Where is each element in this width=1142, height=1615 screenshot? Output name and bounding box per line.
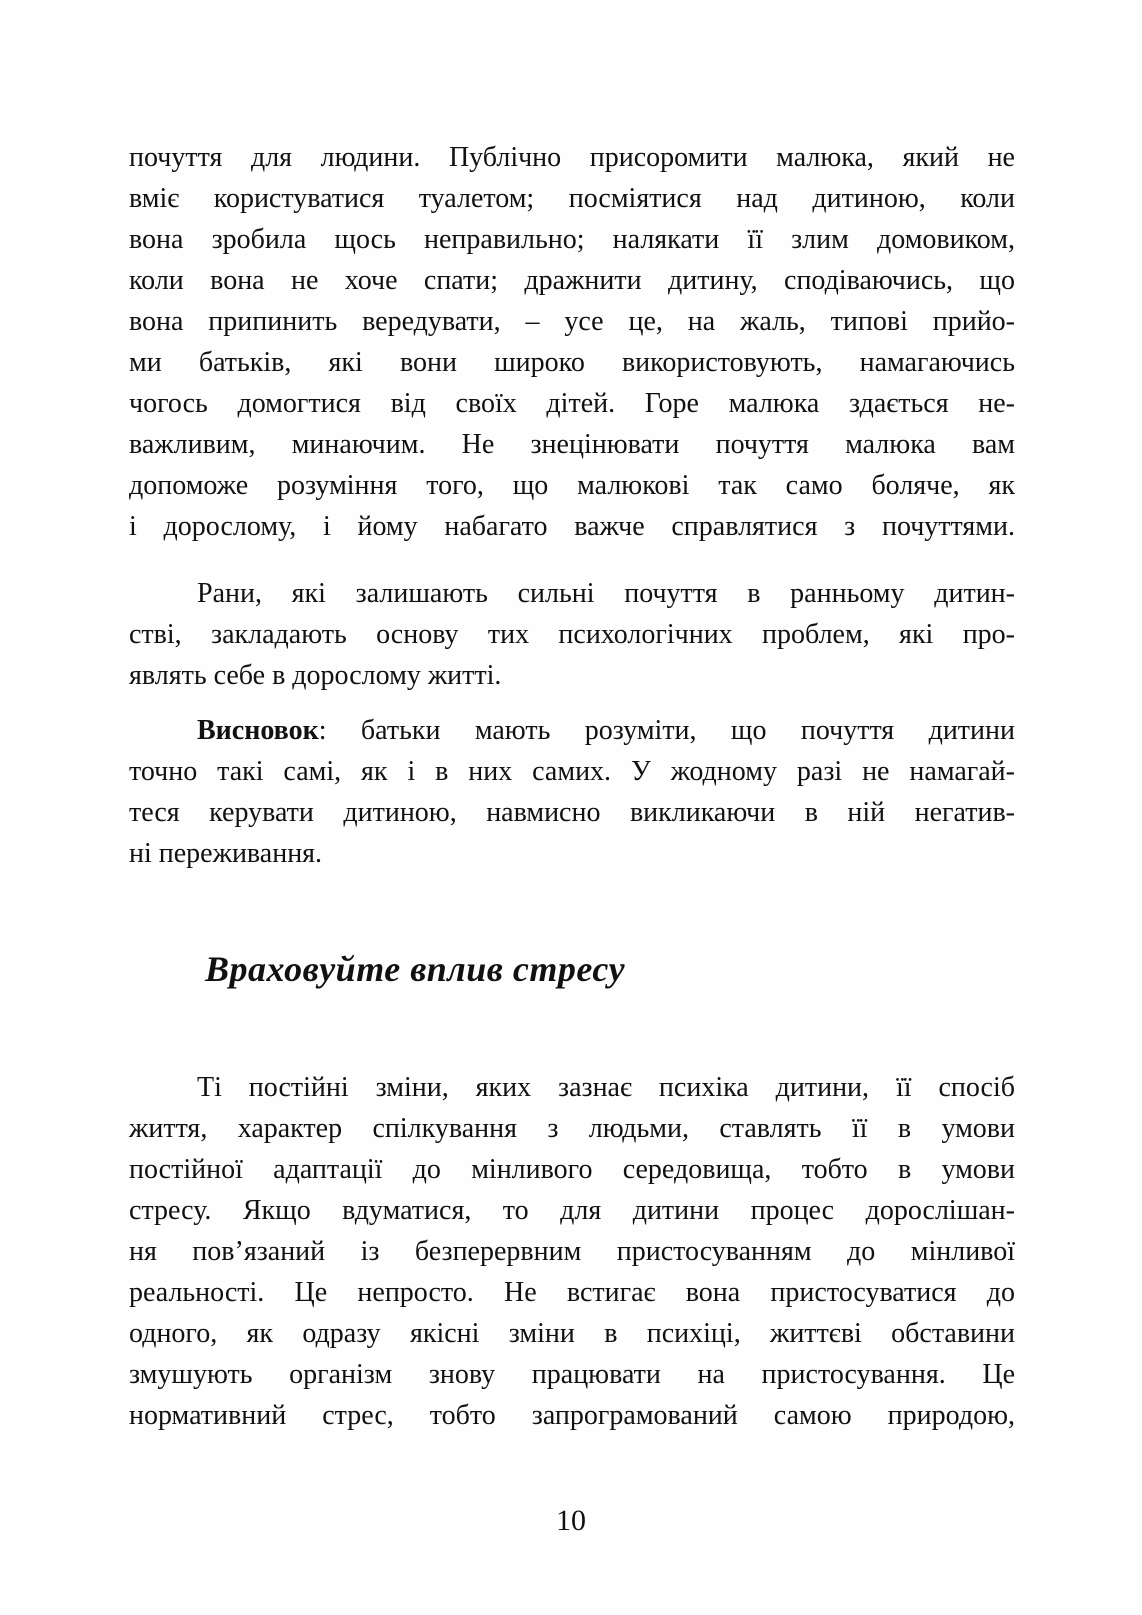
text-line: ня пов’язаний із безперервним пристосуванням до мінливої [129, 1236, 1015, 1267]
text-line: Ті постійні зміни, яких зазнає психіка дитини, її спосіб [197, 1072, 1015, 1103]
page-number: 10 [556, 1504, 586, 1537]
text-line: реальності. Це непросто. Не встигає вона пристосуватися до [129, 1277, 1015, 1308]
text-line [129, 710, 1015, 751]
paragraph-2 [129, 573, 1015, 696]
text-line: ми батьків, які вони широко використовують, намагаючись [129, 347, 1015, 378]
text-line: одного, як одразу якісні зміни в психіці, життєві обставини [129, 1318, 1015, 1349]
paragraph-3 [129, 710, 1015, 874]
text-line: змушують організм знову працювати на пристосування. Це [129, 1359, 1015, 1390]
text-line: вміє користуватися туалетом; посміятися над дитиною, коли [129, 183, 1015, 214]
text-line: являть себе в дорослому житті. [129, 660, 502, 691]
text-line: почуття для людини. Публічно присоромити малюка, який не [129, 142, 1015, 173]
text-line: точно такі самі, як і в них самих. У жодному разі не намагай- [129, 756, 1015, 787]
text-line: стві, закладають основу тих психологічних проблем, які про- [129, 619, 1015, 650]
section-heading: Враховуйте вплив стресу [205, 949, 626, 989]
text-line-part: : батьки мають розуміти, що почуття дитини [318, 715, 1015, 746]
text-line: чогось домогтися від своїх дітей. Горе малюка здається не- [129, 388, 1015, 419]
paragraph-4 [129, 1067, 1015, 1436]
text-line: Рани, які залишають сильні почуття в ранньому дитин- [197, 578, 1015, 609]
text-line: теся керувати дитиною, навмисно викликаючи в ній негатив- [129, 797, 1015, 828]
text-line: нормативний стрес, тобто запрограмований самою природою, [129, 1400, 1015, 1431]
text-line: і дорослому, і йому набагато важче справлятися з почуттями. [129, 511, 1015, 542]
text-block [129, 137, 1015, 1436]
text-line: важливим, минаючим. Не знецінювати почуття малюка вам [129, 429, 1015, 460]
conclusion-bold-label: Висновок [197, 715, 319, 746]
text-line: життя, характер спілкування з людьми, ставлять її в умови [129, 1113, 1015, 1144]
text-line: вона припинить вередувати, – усе це, на жаль, типові прийо- [129, 306, 1015, 337]
paragraph-1 [129, 137, 1015, 547]
text-line: ні переживання. [129, 838, 323, 869]
text-line: допоможе розуміння того, що малюкові так само боляче, як [129, 470, 1015, 501]
text-line: вона зробила щось неправильно; налякати її злим домовиком, [129, 224, 1015, 255]
text-line: коли вона не хоче спати; дражнити дитину, сподіваючись, що [129, 265, 1015, 296]
text-line: постійної адаптації до мінливого середовища, тобто в умови [129, 1154, 1015, 1185]
text-line: стресу. Якщо вдуматися, то для дитини процес дорослішан- [129, 1195, 1015, 1226]
